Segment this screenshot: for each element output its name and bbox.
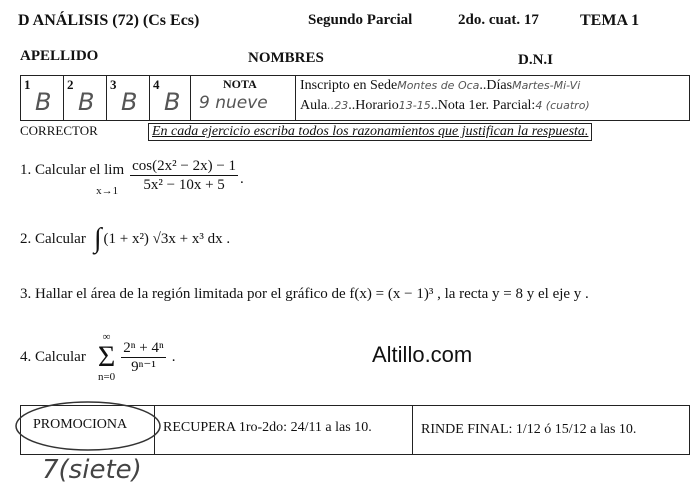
dias-value: Martes-Mi-Vi (512, 79, 581, 92)
exam-term: 2do. cuat. 17 (458, 12, 539, 28)
watermark: Altillo.com (372, 342, 473, 367)
q4-numerator: 2ⁿ + 4ⁿ (123, 340, 164, 356)
q2-expression: (1 + x²) √3x + x³ dx . (103, 230, 231, 247)
sede-value: Montes de Oca (397, 79, 480, 92)
grid-cell-4: 4 B (149, 75, 191, 121)
course-title: D ANÁLISIS (72) (Cs Ecs) (18, 12, 200, 29)
grid-mark-1: B (35, 88, 52, 116)
nombres-label: NOMBRES (248, 50, 324, 66)
horario-value: 13-15 (398, 99, 431, 112)
final-grade-signature: 7(siete) (42, 455, 142, 485)
sum-lower-limit: n=0 (97, 371, 116, 383)
q4-denominator: 9ⁿ⁻¹ (131, 359, 156, 375)
sum-upper-limit: ∞ (102, 331, 111, 343)
dni-label: D.N.I (518, 52, 554, 68)
grid-cell-1: 1 B (20, 75, 64, 121)
recupera-label: RECUPERA 1ro-2do: 24/11 a las 10. (163, 420, 372, 435)
instructions-box: En cada ejercicio escriba todos los razonamientos que justifican la respuesta. (148, 123, 592, 141)
question-2 (20, 223, 231, 254)
nota-cell (190, 75, 296, 121)
q1-label: 1. Calcular el lim (20, 162, 125, 178)
exam-tema: TEMA 1 (580, 12, 640, 29)
aula-value: 23 (334, 99, 349, 112)
nota-value: 9 nueve (199, 93, 268, 113)
q4-label: 4. Calcular (20, 349, 86, 365)
rinde-cell (412, 405, 690, 455)
apellido-label: APELLIDO (20, 48, 99, 64)
integral-sign: ∫ (93, 223, 102, 254)
promociona-circle (10, 398, 170, 458)
promociona-label: PROMOCIONA (33, 417, 128, 432)
question-4: 4. Calcular ∞ Σ n=0 $\frac{\text{2ⁿ + 4ⁿ}}{\text{9ⁿ⁻¹}}$ . (20, 331, 176, 383)
nota1-label: Nota 1er. Parcial: (437, 98, 536, 113)
dias-label: Días (486, 78, 513, 93)
sigma-sign: Σ (97, 340, 116, 373)
grid-mark-4: B (164, 88, 181, 116)
nota-label: NOTA (223, 77, 257, 91)
horario-label: Horario (355, 98, 399, 113)
grid-cell-3: 3 B (106, 75, 150, 121)
rinde-label: RINDE FINAL: 1/12 ó 15/12 a las 10. (421, 422, 637, 437)
question-1: 1. Calcular el lim x→1 $\frac{\text{cos(2x² − 2x) − 1}}{\text{5x² − 10x + 5}}$ . (20, 158, 244, 197)
q1-numerator: cos(2x² − 2x) − 1 (132, 158, 237, 174)
q1-limit-sub: x→1 (96, 185, 119, 197)
q2-label: 2. Calcular (20, 230, 86, 247)
grid-cell-2: 2 B (63, 75, 107, 121)
question-3: 3. Hallar el área de la región limitada por el gráfico de f(x) = (x − 1)³ , la recta y = 8 y el eje y . (20, 286, 589, 302)
q1-denominator: 5x² − 10x + 5 (143, 177, 225, 193)
exam-name: Segundo Parcial (308, 12, 413, 28)
grid-mark-3: B (121, 88, 138, 116)
sum-block (98, 332, 115, 383)
grid-mark-2: B (78, 88, 95, 116)
corrector-label: CORRECTOR (20, 123, 98, 138)
recupera-cell (154, 405, 413, 455)
nota1-value: 4 (cuatro) (535, 99, 590, 112)
aula-label: Aula (300, 98, 328, 113)
sede-label: Inscripto en Sede (300, 78, 398, 93)
